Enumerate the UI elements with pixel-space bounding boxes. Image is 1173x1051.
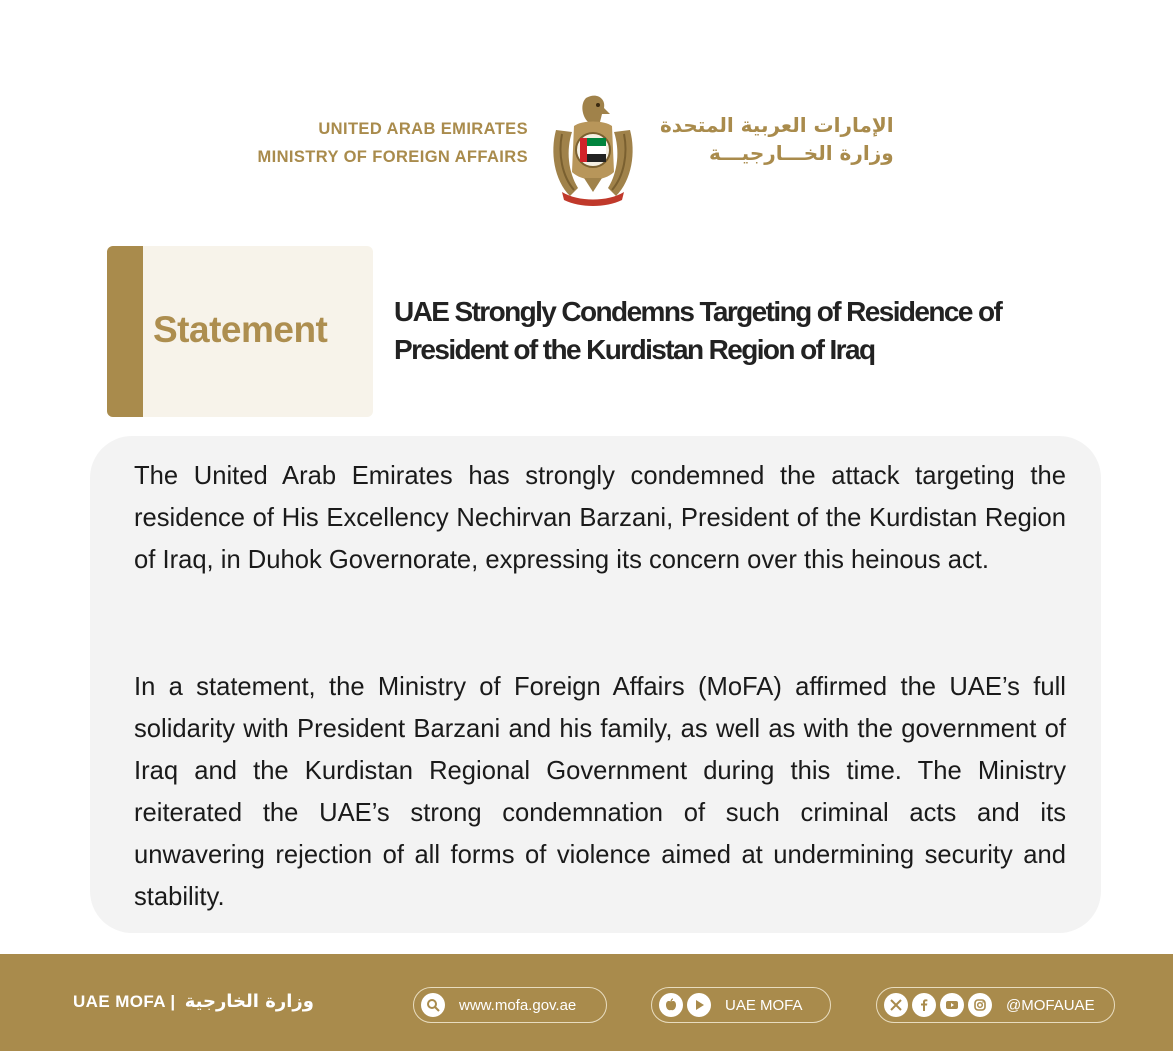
country-name-ar: الإمارات العربية المتحدة: [660, 113, 894, 137]
social-links[interactable]: [876, 987, 1115, 1023]
body-paragraph-2: In a statement, the Ministry of Foreign Affairs (MoFA) affirmed the UAE’s full solidarity with President Barzani and his family, as well as with the government of Iraq and the Kurdistan Regional Government during this time. The Ministry reiterated the UAE’s strong condemnation of such criminal acts and its unwavering rejection of all forms of violence aimed at undermining security and stability.: [134, 673, 1066, 911]
footer-brand: [73, 991, 314, 1012]
ministry-header: [0, 88, 1173, 212]
apple-icon[interactable]: [659, 993, 683, 1017]
ministry-name-en: MINISTRY OF FOREIGN AFFAIRS: [257, 148, 528, 166]
app-name: UAE MOFA: [725, 996, 803, 1014]
social-handle: @MOFAUAE: [1006, 996, 1095, 1014]
x-twitter-icon[interactable]: [884, 993, 908, 1017]
statement-title: UAE Strongly Condemns Targeting of Residence of President of the Kurdistan Region of Iraq: [394, 296, 1002, 365]
tag-accent-bar: [107, 246, 143, 417]
ministry-name-ar: وزارة الخـــارجيـــة: [709, 141, 894, 165]
footer-bar: [0, 954, 1173, 1051]
ministry-name-arabic: [660, 111, 894, 167]
website-url: www.mofa.gov.ae: [459, 996, 577, 1014]
ministry-name-english: [257, 115, 528, 171]
facebook-icon[interactable]: [912, 993, 936, 1017]
instagram-icon[interactable]: [968, 993, 992, 1017]
brand-arabic: وزارة الخارجية: [184, 991, 314, 1012]
statement-tag: [107, 246, 373, 417]
website-link[interactable]: [413, 987, 607, 1023]
youtube-icon[interactable]: [940, 993, 964, 1017]
brand-english: UAE MOFA |: [73, 992, 176, 1011]
search-icon: [421, 993, 445, 1017]
statement-label: Statement: [153, 309, 328, 350]
app-store-links[interactable]: [651, 987, 831, 1023]
statement-body-card: [90, 436, 1101, 933]
body-paragraph-1: The United Arab Emirates has strongly condemned the attack targeting the residence of His Excellency Nechirvan Barzani, President of the Kurdistan Region of Iraq, in Duhok Governorate, expressing its concern over this heinous act.: [134, 462, 1066, 574]
uae-falcon-emblem-icon: [548, 92, 638, 208]
google-play-icon[interactable]: [687, 993, 711, 1017]
country-name-en: UNITED ARAB EMIRATES: [318, 120, 528, 138]
